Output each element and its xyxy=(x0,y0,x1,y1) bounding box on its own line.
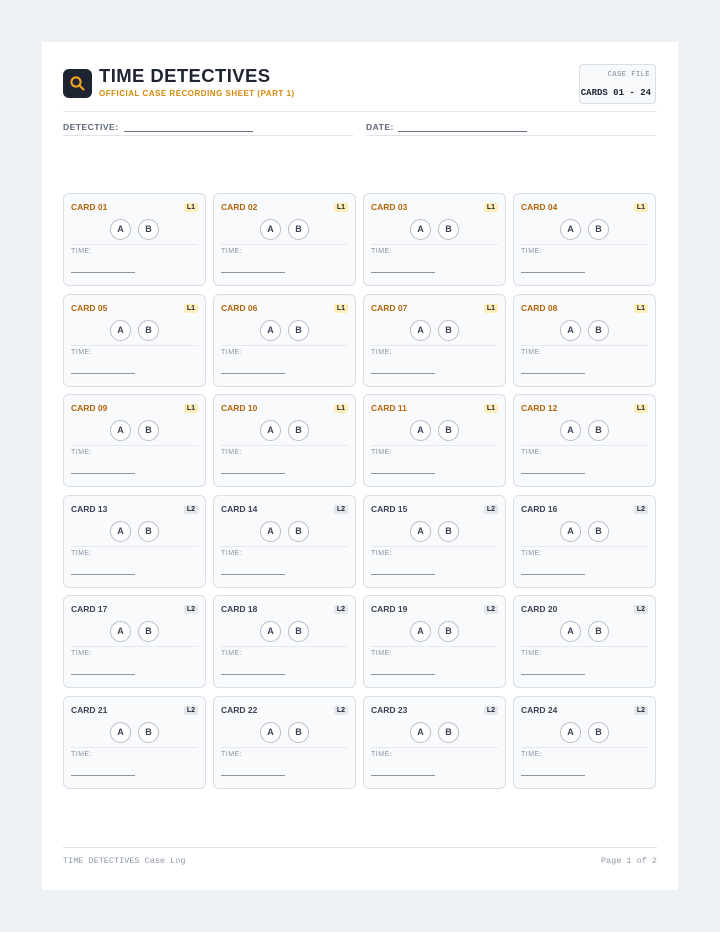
card-label: CARD 11 xyxy=(371,403,407,414)
option-a-circle[interactable]: A xyxy=(260,219,281,240)
time-write-line[interactable] xyxy=(221,775,285,776)
level-badge: L2 xyxy=(634,706,648,715)
time-write-line[interactable] xyxy=(221,574,285,575)
option-a-circle[interactable]: A xyxy=(260,722,281,743)
case-card xyxy=(63,696,206,789)
card-divider xyxy=(221,244,348,245)
card-divider xyxy=(371,345,498,346)
case-card xyxy=(63,294,206,387)
level-badge: L1 xyxy=(184,404,198,413)
card-divider xyxy=(71,244,198,245)
case-card xyxy=(63,394,206,487)
option-a-circle[interactable]: A xyxy=(110,219,131,240)
option-b-circle[interactable]: B xyxy=(138,521,159,542)
level-badge: L2 xyxy=(484,605,498,614)
case-card xyxy=(513,495,656,588)
option-b-circle[interactable]: B xyxy=(438,320,459,341)
card-label: CARD 15 xyxy=(371,503,408,514)
time-label: TIME: xyxy=(371,549,393,557)
time-write-line[interactable] xyxy=(221,473,285,474)
option-a-circle[interactable]: A xyxy=(260,320,281,341)
detective-write-line[interactable] xyxy=(124,131,253,132)
case-file-box xyxy=(579,64,656,104)
option-a-circle[interactable]: A xyxy=(110,320,131,341)
time-label: TIME: xyxy=(521,751,543,758)
option-a-circle[interactable]: A xyxy=(110,420,131,441)
time-label: TIME: xyxy=(221,751,243,758)
option-b-circle[interactable]: B xyxy=(438,521,459,542)
footer-divider xyxy=(63,847,657,848)
card-label: CARD 14 xyxy=(221,503,258,514)
level-badge: L2 xyxy=(484,706,498,715)
time-write-line[interactable] xyxy=(371,473,435,474)
option-a-circle[interactable]: A xyxy=(110,621,131,642)
case-card xyxy=(513,193,656,286)
case-card xyxy=(363,696,506,789)
card-divider xyxy=(371,747,498,748)
option-a-circle[interactable]: A xyxy=(410,521,431,542)
logo xyxy=(63,69,92,98)
case-card xyxy=(63,193,206,286)
option-b-circle[interactable]: B xyxy=(288,621,309,642)
case-card xyxy=(513,595,656,688)
option-b-circle[interactable]: B xyxy=(138,420,159,441)
level-badge: L2 xyxy=(634,605,648,614)
card-label: CARD 05 xyxy=(71,302,108,313)
level-badge: L1 xyxy=(634,203,648,212)
card-label: CARD 09 xyxy=(71,403,108,414)
case-card xyxy=(213,394,356,487)
option-a-circle[interactable]: A xyxy=(260,621,281,642)
time-write-line[interactable] xyxy=(371,373,435,374)
time-write-line[interactable] xyxy=(521,674,585,675)
option-a-circle[interactable]: A xyxy=(410,621,431,642)
card-divider xyxy=(371,445,498,446)
case-file-value: CARDS 01 - 24 xyxy=(580,88,651,98)
time-write-line[interactable] xyxy=(221,272,285,273)
option-b-circle[interactable]: B xyxy=(588,420,609,441)
magnifier-icon xyxy=(69,75,86,92)
time-write-line[interactable] xyxy=(521,272,585,273)
time-label: TIME: xyxy=(371,248,393,255)
time-write-line[interactable] xyxy=(71,574,135,575)
case-card xyxy=(513,294,656,387)
case-card xyxy=(213,193,356,286)
card-divider xyxy=(371,244,498,245)
card-divider xyxy=(521,546,648,547)
time-label: TIME: xyxy=(71,549,93,557)
card-divider xyxy=(221,646,348,647)
level-badge: L1 xyxy=(484,304,498,313)
time-write-line[interactable] xyxy=(71,373,135,374)
option-a-circle[interactable]: A xyxy=(410,219,431,240)
case-card xyxy=(363,595,506,688)
time-write-line[interactable] xyxy=(71,775,135,776)
level-badge: L2 xyxy=(184,605,198,614)
detective-field[interactable] xyxy=(63,122,353,136)
option-a-circle[interactable]: A xyxy=(560,219,581,240)
time-write-line[interactable] xyxy=(71,473,135,474)
card-label: CARD 17 xyxy=(71,604,108,615)
level-badge: L2 xyxy=(484,505,498,514)
option-a-circle[interactable]: A xyxy=(260,521,281,542)
date-label: DATE: xyxy=(366,122,394,132)
level-badge: L2 xyxy=(334,706,348,715)
card-label: CARD 12 xyxy=(521,403,558,414)
case-card xyxy=(63,495,206,588)
page-number: Page 1 of 2 xyxy=(600,856,657,866)
time-write-line[interactable] xyxy=(521,775,585,776)
option-b-circle[interactable]: B xyxy=(138,219,159,240)
case-card xyxy=(213,495,356,588)
time-label: TIME: xyxy=(221,650,243,658)
card-label: CARD 23 xyxy=(371,705,408,715)
time-label: TIME: xyxy=(221,449,243,457)
level-badge: L2 xyxy=(334,605,348,614)
time-label: TIME: xyxy=(371,650,393,658)
time-write-line[interactable] xyxy=(371,574,435,575)
card-label: CARD 06 xyxy=(221,302,258,313)
time-write-line[interactable] xyxy=(371,674,435,675)
option-a-circle[interactable]: A xyxy=(110,521,131,542)
level-badge: L1 xyxy=(484,404,498,413)
time-write-line[interactable] xyxy=(221,373,285,374)
card-label: CARD 20 xyxy=(521,604,558,615)
time-write-line[interactable] xyxy=(371,272,435,273)
time-label: TIME: xyxy=(521,348,543,356)
time-label: TIME: xyxy=(71,348,93,356)
card-label: CARD 08 xyxy=(521,302,558,313)
card-divider xyxy=(71,546,198,547)
option-b-circle[interactable]: B xyxy=(138,320,159,341)
card-label: CARD 16 xyxy=(521,503,558,514)
card-divider xyxy=(521,747,648,748)
option-b-circle[interactable]: B xyxy=(588,621,609,642)
option-a-circle[interactable]: A xyxy=(260,420,281,441)
card-label: CARD 07 xyxy=(371,302,408,313)
level-badge: L2 xyxy=(634,505,648,514)
card-divider xyxy=(521,646,648,647)
card-label: CARD 04 xyxy=(521,202,558,212)
option-b-circle[interactable]: B xyxy=(288,521,309,542)
page-subtitle: OFFICIAL CASE RECORDING SHEET (PART 1) xyxy=(99,89,295,98)
time-label: TIME: xyxy=(221,549,243,557)
card-divider xyxy=(221,345,348,346)
option-b-circle[interactable]: B xyxy=(438,219,459,240)
card-divider xyxy=(371,546,498,547)
level-badge: L2 xyxy=(184,505,198,514)
option-a-circle[interactable]: A xyxy=(410,320,431,341)
card-label: CARD 24 xyxy=(521,705,558,715)
card-label: CARD 21 xyxy=(71,705,108,715)
card-divider xyxy=(71,646,198,647)
card-divider xyxy=(521,244,648,245)
detective-label: DETECTIVE: xyxy=(63,122,119,132)
case-card xyxy=(363,193,506,286)
case-file-label: CASE FILE xyxy=(607,71,650,79)
option-a-circle[interactable]: A xyxy=(410,420,431,441)
case-card xyxy=(513,696,656,789)
level-badge: L2 xyxy=(184,706,198,715)
time-write-line[interactable] xyxy=(371,775,435,776)
time-label: TIME: xyxy=(221,348,243,356)
card-label: CARD 19 xyxy=(371,604,408,615)
time-label: TIME: xyxy=(371,449,393,457)
date-field[interactable] xyxy=(366,122,656,136)
option-b-circle[interactable]: B xyxy=(138,722,159,743)
time-write-line[interactable] xyxy=(71,272,135,273)
option-b-circle[interactable]: B xyxy=(588,320,609,341)
time-write-line[interactable] xyxy=(521,373,585,374)
card-divider xyxy=(71,445,198,446)
time-label: TIME: xyxy=(71,449,93,457)
level-badge: L1 xyxy=(184,203,198,212)
time-write-line[interactable] xyxy=(521,574,585,575)
card-label: CARD 02 xyxy=(221,202,258,212)
recording-sheet xyxy=(42,42,678,890)
option-b-circle[interactable]: B xyxy=(438,722,459,743)
option-b-circle[interactable]: B xyxy=(588,219,609,240)
option-a-circle[interactable]: A xyxy=(560,420,581,441)
level-badge: L1 xyxy=(334,203,348,212)
option-a-circle[interactable]: A xyxy=(110,722,131,743)
time-label: TIME: xyxy=(71,751,93,758)
card-divider xyxy=(221,546,348,547)
level-badge: L1 xyxy=(334,304,348,313)
option-b-circle[interactable]: B xyxy=(288,722,309,743)
time-label: TIME: xyxy=(371,348,393,356)
option-b-circle[interactable]: B xyxy=(588,521,609,542)
case-card xyxy=(363,294,506,387)
card-label: CARD 22 xyxy=(221,705,258,715)
card-label: CARD 03 xyxy=(371,202,408,212)
time-label: TIME: xyxy=(521,549,543,557)
time-label: TIME: xyxy=(221,248,243,255)
header-divider xyxy=(63,111,657,112)
time-write-line[interactable] xyxy=(221,674,285,675)
time-label: TIME: xyxy=(521,248,543,255)
card-divider xyxy=(371,646,498,647)
time-write-line[interactable] xyxy=(521,473,585,474)
option-b-circle[interactable]: B xyxy=(288,219,309,240)
option-a-circle[interactable]: A xyxy=(560,521,581,542)
card-label: CARD 10 xyxy=(221,403,258,414)
card-divider xyxy=(71,747,198,748)
date-write-line[interactable] xyxy=(398,131,527,132)
card-divider xyxy=(221,445,348,446)
level-badge: L1 xyxy=(184,304,198,313)
time-write-line[interactable] xyxy=(71,674,135,675)
case-card xyxy=(213,595,356,688)
option-b-circle[interactable]: B xyxy=(288,320,309,341)
card-divider xyxy=(221,747,348,748)
time-label: TIME: xyxy=(71,650,93,658)
option-a-circle[interactable]: A xyxy=(560,320,581,341)
level-badge: L1 xyxy=(334,404,348,413)
level-badge: L1 xyxy=(484,203,498,212)
level-badge: L1 xyxy=(634,304,648,313)
card-divider xyxy=(521,445,648,446)
option-b-circle[interactable]: B xyxy=(138,621,159,642)
case-card xyxy=(63,595,206,688)
time-label: TIME: xyxy=(521,650,543,658)
card-label: CARD 01 xyxy=(71,202,108,212)
case-card xyxy=(213,294,356,387)
footer-title: TIME DETECTIVES Case Log xyxy=(63,856,186,866)
option-a-circle[interactable]: A xyxy=(410,722,431,743)
option-b-circle[interactable]: B xyxy=(438,621,459,642)
time-label: TIME: xyxy=(371,751,393,758)
card-divider xyxy=(521,345,648,346)
case-card xyxy=(363,495,506,588)
option-a-circle[interactable]: A xyxy=(560,621,581,642)
case-card xyxy=(363,394,506,487)
case-card xyxy=(513,394,656,487)
card-label: CARD 13 xyxy=(71,503,108,514)
level-badge: L1 xyxy=(634,404,648,413)
case-card xyxy=(213,696,356,789)
level-badge: L2 xyxy=(334,505,348,514)
time-label: TIME: xyxy=(521,449,543,457)
page-title: TIME DETECTIVES xyxy=(99,65,271,86)
time-label: TIME: xyxy=(71,248,93,255)
option-b-circle[interactable]: B xyxy=(588,722,609,743)
option-b-circle[interactable]: B xyxy=(288,420,309,441)
option-a-circle[interactable]: A xyxy=(560,722,581,743)
option-b-circle[interactable]: B xyxy=(438,420,459,441)
card-divider xyxy=(71,345,198,346)
card-label: CARD 18 xyxy=(221,604,258,615)
